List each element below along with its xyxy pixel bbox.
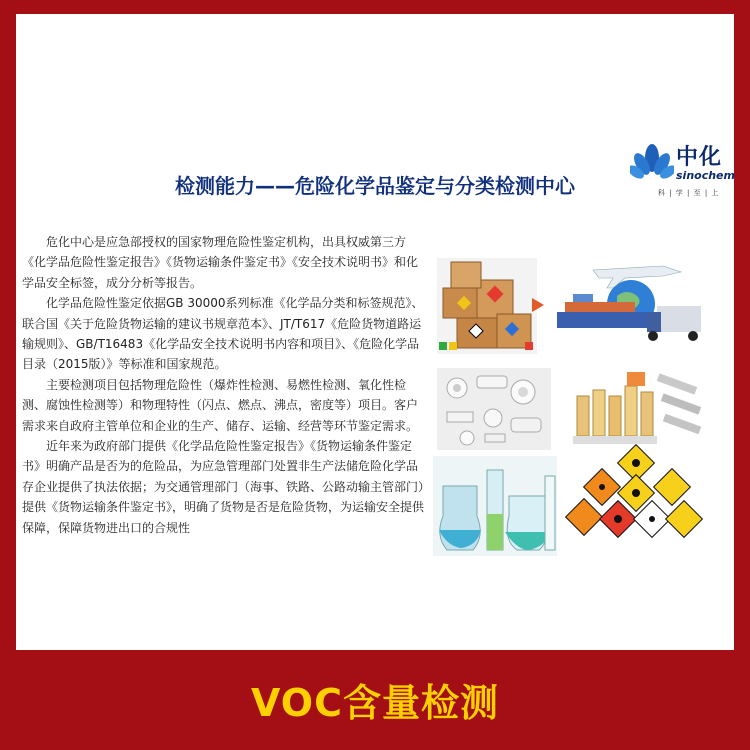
- transport-image: [553, 252, 705, 356]
- footer-title: VOC含量检测: [251, 681, 499, 725]
- cylinder-parts-image: [567, 366, 705, 450]
- brand-tagline: 科 | 学 | 至 | 上: [658, 189, 720, 197]
- hazard-signs-image: [563, 444, 705, 554]
- brand-name-cn: 中化: [676, 145, 723, 170]
- ceramic-parts-image: [437, 368, 551, 450]
- paragraph: 主要检测项目包括物理危险性（爆炸性检测、易燃性检测、氧化性检测、腐蚀性检测等）和物理特性（闪点、燃点、沸点，密度等）项目。客户需求来自政府主管单位和企业的生产、储存、运输、经营等环节鉴定需求。: [22, 377, 419, 433]
- page-title: 检测能力——危险化学品鉴定与分类检测中心: [175, 174, 575, 198]
- arrow-icon: [530, 294, 552, 316]
- paragraph: 近年来为政府部门提供《化学品危险性鉴定报告》《货物运输条件鉴定书》明确产品是否为的危险品，为应急管理部门处置非生产法储危险化学品存企业提供了执法依据；为交通管理部门（海事、铁路、公路动输主管部门）提供《货物运输条件鉴定书》，明确了货物是否是危险货物，为运输安全提供保障，保障货物进出口的合规性: [22, 439, 425, 535]
- hazmat-boxes-image: [437, 258, 537, 354]
- paragraph: 危化中心是应急部授权的国家物理危险性鉴定机构，出具权威第三方《化学品危险性鉴定报告》《货物运输条件鉴定书》《安全技术说明书》和化学品安全标签，成分分析等报告。: [22, 235, 419, 290]
- body-text: [22, 232, 424, 538]
- paragraph: 化学品危险性鉴定依据GB 30000系列标准《化学品分类和标签规范》、联合国《关于危险货物运输的建议书规章范本》、JT/T617《危险货物道路运输规则》、GB/T16483《化学品安全技术说明书内容和项目》、《危险化学品目录（2015版）》等标准和国家规范。: [22, 296, 424, 372]
- brand-name-en: sinochem: [676, 169, 735, 182]
- glassware-image: [433, 456, 557, 556]
